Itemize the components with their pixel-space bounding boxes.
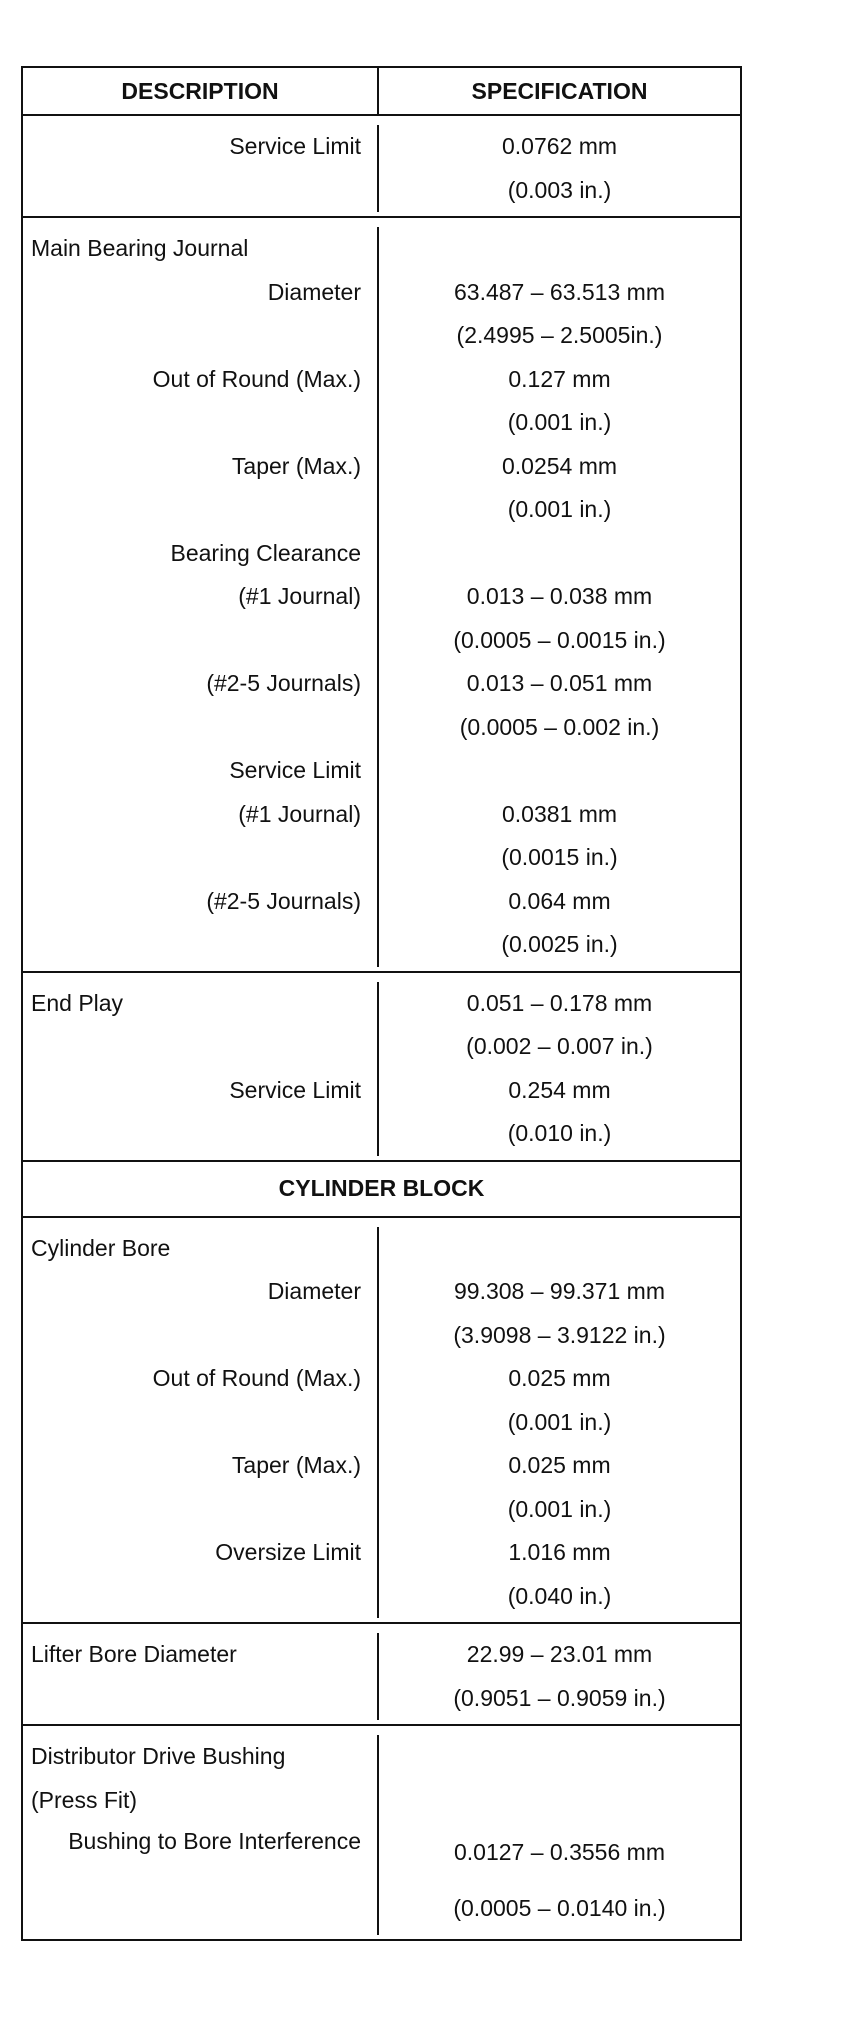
table-row (23, 971, 740, 1160)
table-row (23, 1622, 740, 1724)
desc-end-play: End Play (31, 989, 124, 1016)
table-row (23, 216, 740, 971)
spec-value: (3.9098 – 3.9122 in.) (453, 1321, 666, 1348)
spec-value: (0.010 in.) (507, 1120, 612, 1146)
spec-table (21, 66, 742, 1941)
desc-bushing-to-bore: Bushing to Bore Interference (68, 1828, 361, 1854)
table-row (23, 1216, 740, 1623)
specification-header: SPECIFICATION (471, 77, 648, 104)
desc-lifter-bore-diameter: Lifter Bore Diameter (31, 1641, 237, 1667)
spec-value: (0.001 in.) (507, 1408, 612, 1435)
spec-value: (0.003 in.) (507, 176, 612, 203)
table-row (23, 1724, 740, 1939)
desc-sl-journals-2-5: (#2-5 Journals) (206, 887, 361, 914)
desc-main-bearing-journal: Main Bearing Journal (31, 235, 249, 261)
desc-bearing-clearance: Bearing Clearance (170, 539, 361, 566)
table-row (23, 114, 740, 216)
spec-value: 0.127 mm (508, 365, 611, 392)
spec-value: (0.001 in.) (507, 496, 612, 522)
spec-value: 0.0381 mm (501, 800, 618, 827)
desc-journal-1: (#1 Journal) (238, 583, 361, 609)
spec-value: (0.001 in.) (507, 1495, 612, 1522)
spec-value: 1.016 mm (508, 1539, 611, 1565)
desc-cylinder-bore: Cylinder Bore (31, 1234, 171, 1261)
spec-value: 0.0127 – 0.3556 mm (454, 1839, 665, 1865)
cylinder-block-title: CYLINDER BLOCK (278, 1175, 485, 1201)
table-header (23, 68, 740, 114)
desc-diameter: Diameter (267, 1278, 361, 1304)
desc-journals-2-5: (#2-5 Journals) (206, 670, 361, 696)
desc-oversize-limit: Oversize Limit (215, 1539, 361, 1565)
spec-value: 0.025 mm (508, 1452, 611, 1478)
description-header: DESCRIPTION (23, 68, 379, 114)
spec-value: 0.013 – 0.038 mm (466, 583, 653, 609)
desc-distributor-drive-bushing: Distributor Drive Bushing (31, 1743, 286, 1769)
spec-value: 0.254 mm (508, 1076, 611, 1103)
spec-value: (0.0005 – 0.0015 in.) (453, 626, 666, 653)
desc-service-limit: Service Limit (229, 1076, 361, 1103)
section-header (23, 1160, 740, 1216)
spec-value: 0.0762 mm (501, 133, 618, 159)
spec-value: 0.025 mm (508, 1365, 611, 1391)
desc-taper: Taper (Max.) (231, 1452, 361, 1478)
spec-value: (0.040 in.) (507, 1582, 612, 1609)
spec-value: (0.0025 in.) (501, 931, 618, 957)
spec-value: (0.0015 in.) (501, 844, 618, 870)
spec-value: 0.064 mm (508, 887, 611, 914)
spec-value: (2.4995 – 2.5005in.) (456, 322, 663, 348)
desc-service-limit: Service Limit (229, 757, 361, 783)
desc-press-fit: (Press Fit) (31, 1786, 138, 1813)
desc-diameter: Diameter (267, 278, 361, 305)
spec-value: (0.0005 – 0.002 in.) (459, 713, 660, 740)
desc-out-of-round: Out of Round (Max.) (152, 1365, 361, 1391)
spec-value: 0.013 – 0.051 mm (466, 670, 653, 696)
spec-value: 0.051 – 0.178 mm (466, 989, 653, 1016)
spec-value: 22.99 – 23.01 mm (466, 1641, 653, 1667)
spec-value: (0.9051 – 0.9059 in.) (453, 1684, 666, 1711)
desc-out-of-round: Out of Round (Max.) (152, 365, 361, 392)
spec-value: 99.308 – 99.371 mm (454, 1278, 665, 1304)
desc-sl-journal-1: (#1 Journal) (238, 800, 361, 827)
spec-value: 63.487 – 63.513 mm (454, 278, 665, 305)
spec-value: (0.001 in.) (507, 409, 612, 435)
spec-value: (0.0005 – 0.0140 in.) (453, 1895, 666, 1921)
spec-value: (0.002 – 0.007 in.) (466, 1033, 653, 1059)
desc-taper: Taper (Max.) (231, 452, 361, 479)
spec-value: 0.0254 mm (501, 452, 618, 479)
desc-service-limit: Service Limit (229, 133, 361, 159)
